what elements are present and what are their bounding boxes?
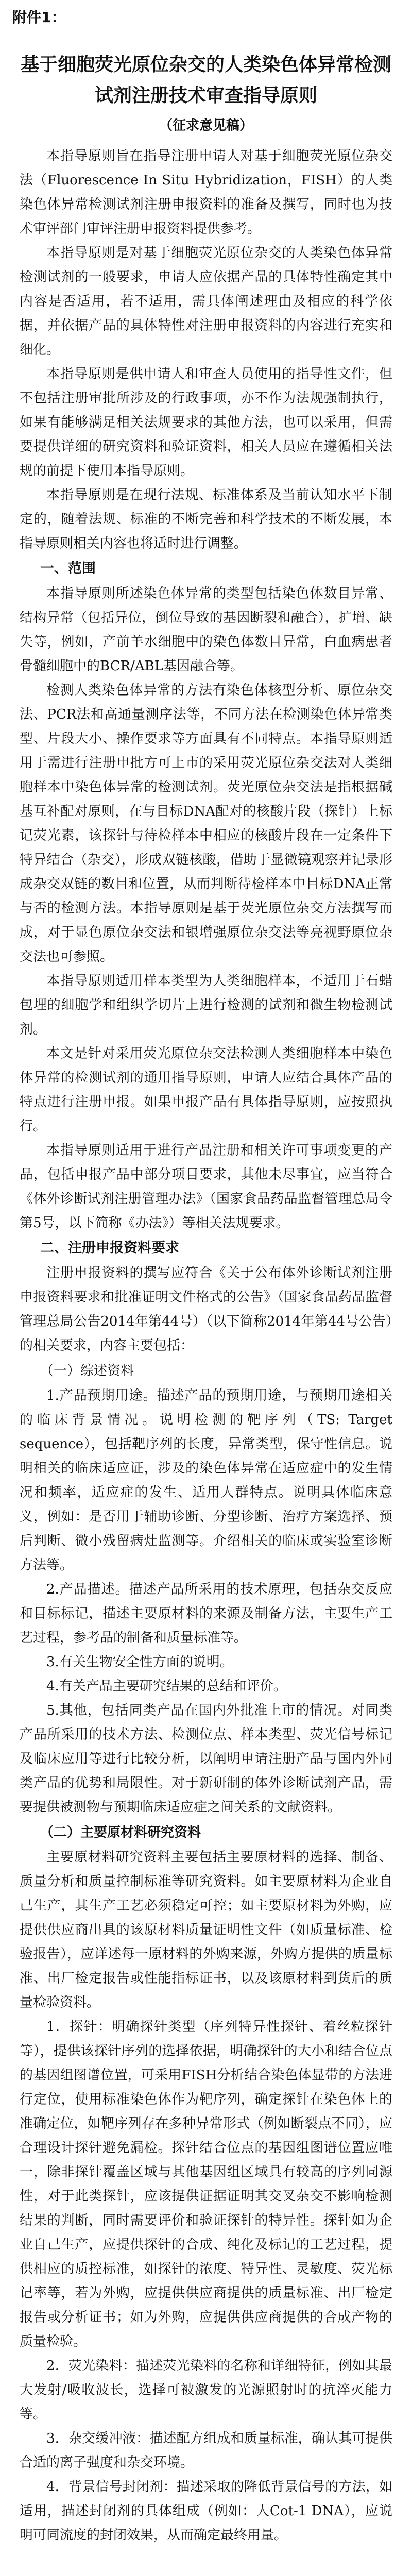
body-paragraph: 5.其他，包括同类产品在国内外批准上市的情况。对同类产品所采用的技术方法、检测位点、样本类型、荧光信号标记及临床应用等进行比较分析，以阐明申请注册产品与国内外同类产品的优势和局限性。对于新研制的体外诊断试剂产品，需要提供被测物与预期临床适应症之间关系的文献资料。 (20, 1703, 392, 1815)
body-paragraph: 本指导原则是供申请人和审查人员使用的指导性文件，但不包括注册审批所涉及的行政事项，亦不作为法规强制执行，如果有能够满足相关法规要求的其他方法，也可以采用，但需要提供详细的研究资料和验证资料，相关人员应在遵循相关法规的前提下使用本指导原则。 (20, 366, 392, 479)
attachment-label: 附件1： (12, 9, 66, 26)
body-paragraph: 本指导原则适用样本类型为人类细胞样本，不适用于石蜡包埋的细胞学和组织学切片上进行检测的试剂和微生物检测试剂。 (20, 973, 392, 1037)
section-heading: （一）综述资料 (40, 1363, 134, 1379)
body-paragraph: 本指导原则是对基于细胞荧光原位杂交的人类染色体异常检测试剂的一般要求，申请人应依据产品的具体特性确定其中内容是否适用，若不适用，需具体阐述理由及相应的科学依据，并依据产品的具体特性对注册申报资料的内容进行充实和细化。 (20, 245, 392, 358)
body-paragraph: 本指导原则适用于进行产品注册和相关许可事项变更的产品，包括申报产品中部分项目要求，其他未尽事宜，应当符合《体外诊断试剂注册管理办法》（国家食品药品监督管理总局令第5号，以下简称《办法》）等相关法规要求。 (20, 1143, 392, 1231)
section-heading: （二）主要原材料研究资料 (40, 1825, 201, 1840)
document-body (20, 144, 392, 2548)
body-paragraph: 2．荧光染料：描述荧光染料的名称和详细特征，例如其最大发射/吸收波长，选择可被激发的光源照射时的抗淬灭能力等。 (20, 2358, 392, 2422)
body-paragraph: 本指导原则所述染色体异常的类型包括染色体数目异常、结构异常（包括异位，倒位导致的基因断裂和融合），扩增、缺失等，例如，产前羊水细胞中的染色体数目异常，白血病患者骨髓细胞中的BCR/ABL基因融合等。 (20, 586, 392, 674)
section-heading: 一、范围 (40, 561, 96, 577)
body-paragraph: 本指导原则是在现行法规、标准体系及当前认知水平下制定的，随着法规、标准的不断完善和科学技术的不断发展，本指导原则相关内容也将适时进行调整。 (20, 487, 392, 551)
body-paragraph: 2.产品描述。描述产品所采用的技术原理，包括杂交反应和目标标记，描述主要原材料的来源及制备方法，主要生产工艺过程，参考品的制备和质量标准等。 (20, 1582, 392, 1646)
body-paragraph: 注册申报资料的撰写应符合《关于公布体外诊断试剂注册申报资料要求和批准证明文件格式的公告》（国家食品药品监督管理总局公告2014年第44号）（以下简称2014年第44号公告）的相关要求，内容主要包括： (20, 1265, 392, 1353)
body-paragraph: 3.有关生物安全性方面的说明。 (46, 1654, 233, 1670)
body-paragraph: 本文是针对采用荧光原位杂交法检测人类细胞样本中染色体异常的检测试剂的通用指导原则，申请人应结合具体产品的特点进行注册申报。如果申报产品有具体指导原则，应按照执行。 (20, 1046, 392, 1134)
body-paragraph: 3．杂交缓冲液：描述配方组成和质量标准，确认其可提供合适的离子强度和杂交环境。 (20, 2431, 392, 2470)
body-paragraph: 4.有关产品主要研究结果的总结和评价。 (46, 1679, 287, 1694)
document-subtitle: （征求意见稿） (159, 118, 253, 133)
body-paragraph: 1.产品预期用途。描述产品的预期用途，与预期用途相关的临床背景情况。说明检测的靶序列（TS: Target sequence），包括靶序列的长度，异常类型，保守性信息。说明相关的临床适应证，涉及的染色体异常在适应症中的发生情况和频率，适应症的发生、适用人群特点。说明具体临床意义，例如：是否用于辅助诊断、分型诊断、治疗方案选择、预后判断、微小残留病灶监测等。介绍相关的临床或实验室诊断方法等。 (20, 1388, 392, 1573)
body-paragraph: 检测人类染色体异常的方法有染色体核型分析、原位杂交法、PCR法和高通量测序法等，不同方法在检测染色体异常类型、片段大小、操作要求等方面具有不同特点。本指导原则适用于需进行注册申批方可上市的采用荧光原位杂交法对人类细胞样本中染色体异常的检测试剂。荧光原位杂交法是指根据碱基互补配对原则，在与目标DNA配对的核酸片段（探针）上标记荧光素，该探针与待检样本中相应的核酸片段在一定条件下特异结合（杂交），形成双链核酸，借助于显微镜观察并记录形成杂交双链的数目和位置，从而判断待检样本中目标DNA正常与否的检测方法。本指导原则是基于荧光原位杂交方法撰写而成，对于显色原位杂交法和银增强原位杂交法等亮视野原位杂交法也可参照。 (20, 683, 392, 964)
document-title: 基于细胞荧光原位杂交的人类染色体异常检测试剂注册技术审查指导原则 (20, 54, 391, 106)
body-paragraph: 4．背景信号封闭剂：描述采取的降低背景信号的方法，如适用，描述封闭剂的具体组成（例如：人Cot-1 DNA），应说明可同流度的封闭效果，从而确定最终用量。 (20, 2479, 392, 2543)
body-paragraph: 本指导原则旨在指导注册申请人对基于细胞荧光原位杂交法（Fluorescence In Situ Hybridization，FISH）的人类染色体异常检测试剂注册申报资料的准备及撰写，同时也为技术审评部门审评注册申报资料提供参考。 (20, 148, 392, 236)
section-heading: 二、注册申报资料要求 (40, 1240, 179, 1256)
body-paragraph: 主要原材料研究资料主要包括主要原材料的选择、制备、质量分析和质量控制标准等研究资料。如主要原材料为企业自己生产，其生产工艺必须稳定可控；如主要原材料为外购，应提供供应商出具的该原材料质量证明性文件（如质量标准、检验报告），应详述每一原材料的外购来源，外购方提供的质量标准、出厂检定报告或性能指标证书，以及该原材料到货后的质量检验资料。 (20, 1850, 392, 2010)
body-paragraph: 1．探针：明确探针类型（序列特异性探针、着丝粒探针等），提供该探针序列的选择依据，明确探针的大小和结合位点的基因组图谱位置，可采用FISH分析结合染色体显带的方法进行定位，使用标准染色体作为靶序列，确定探针在染色体上的准确定位，如靶序列存在多种异常形式（例如断裂点不同），应合理设计探针避免漏检。探针结合位点的基因组图谱位置应唯一，除非探针覆盖区域与其他基因组区域具有较高的序列同源性，对于此类探针，应该提供证据证明其交叉杂交不影响检测结果的判断，同时需要评价和验证探针的特异性。探针如为企业自己生产，应提供探针的合成、纯化及标记的工艺过程，提供相应的质控标准，如探针的浓度、特异性、灵敏度、荧光标记率等，若为外购，应提供供应商提供的质量标准、出厂检定报告或分析证书；如为外购，应提供供应商提供的合成产物的质量检验。 (20, 2019, 392, 2349)
